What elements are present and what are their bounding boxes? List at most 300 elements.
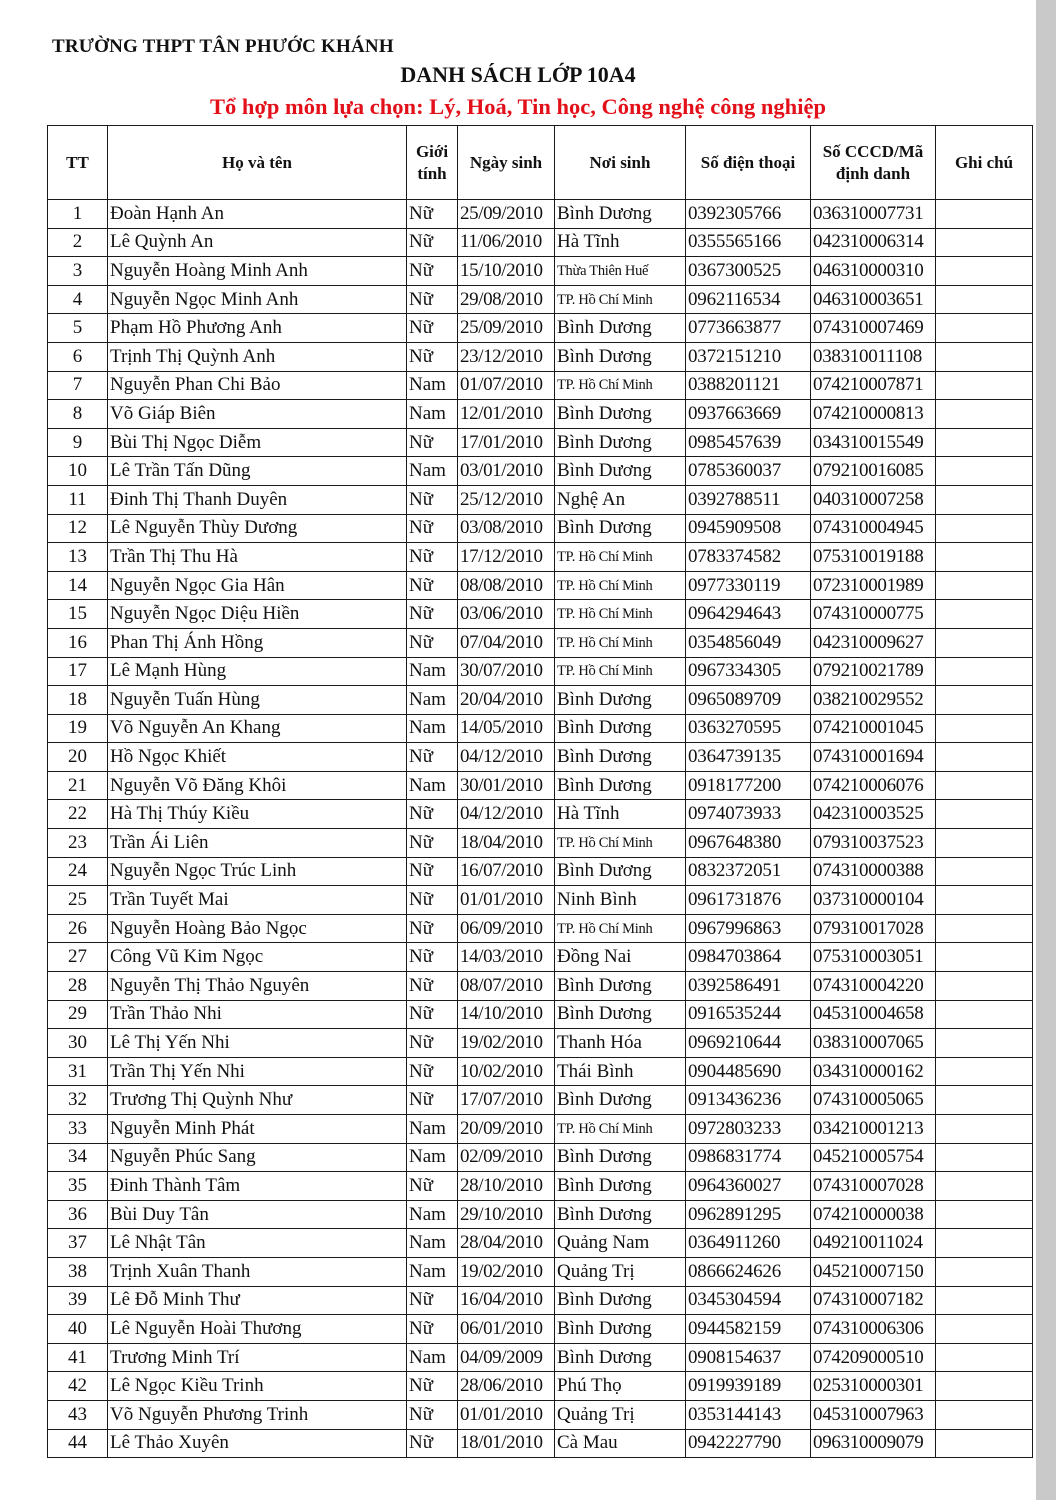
table-row [48, 342, 1033, 371]
gender: Nữ [407, 285, 458, 314]
student-name: Bùi Duy Tân [108, 1200, 407, 1229]
row-number: 21 [48, 771, 108, 800]
birth-date: 04/12/2010 [458, 743, 555, 772]
table-row [48, 371, 1033, 400]
table-row [48, 228, 1033, 257]
student-name: Trần Thị Yến Nhi [108, 1057, 407, 1086]
citizen-id: 038310007065 [811, 1029, 936, 1058]
citizen-id: 034210001213 [811, 1115, 936, 1144]
note [936, 257, 1033, 286]
note [936, 628, 1033, 657]
citizen-id: 096310009079 [811, 1429, 936, 1458]
birth-date: 03/01/2010 [458, 457, 555, 486]
gender: Nữ [407, 800, 458, 829]
row-number: 43 [48, 1400, 108, 1429]
gender: Nữ [407, 571, 458, 600]
note [936, 457, 1033, 486]
citizen-id: 045210007150 [811, 1257, 936, 1286]
table-row [48, 400, 1033, 429]
student-name: Võ Nguyễn An Khang [108, 714, 407, 743]
citizen-id: 045310004658 [811, 1000, 936, 1029]
note [936, 743, 1033, 772]
phone-number: 0363270595 [686, 714, 811, 743]
birth-place: Cà Mau [555, 1429, 686, 1458]
citizen-id: 074310007028 [811, 1172, 936, 1201]
birth-place: TP. Hồ Chí Minh [555, 600, 686, 629]
header-sex [407, 126, 458, 200]
student-name: Đoàn Hạnh An [108, 200, 407, 229]
birth-place: Bình Dương [555, 1086, 686, 1115]
citizen-id: 079210016085 [811, 457, 936, 486]
note [936, 1343, 1033, 1372]
gender: Nữ [407, 1057, 458, 1086]
phone-number: 0785360037 [686, 457, 811, 486]
gender: Nam [407, 457, 458, 486]
gender: Nữ [407, 1000, 458, 1029]
birth-place: Bình Dương [555, 1172, 686, 1201]
birth-place: Hà Tĩnh [555, 228, 686, 257]
birth-date: 20/09/2010 [458, 1115, 555, 1144]
birth-date: 16/07/2010 [458, 857, 555, 886]
student-name: Trịnh Xuân Thanh [108, 1257, 407, 1286]
phone-number: 0354856049 [686, 628, 811, 657]
table-row [48, 514, 1033, 543]
table-row [48, 628, 1033, 657]
birth-place: Quảng Nam [555, 1229, 686, 1258]
table-row [48, 686, 1033, 715]
header-sex-line2: tính [417, 163, 447, 183]
student-name: Trương Thị Quỳnh Như [108, 1086, 407, 1115]
gender: Nữ [407, 314, 458, 343]
citizen-id: 042310003525 [811, 800, 936, 829]
row-number: 17 [48, 657, 108, 686]
birth-date: 18/01/2010 [458, 1429, 555, 1458]
gender: Nam [407, 771, 458, 800]
citizen-id: 040310007258 [811, 485, 936, 514]
table-row [48, 943, 1033, 972]
row-number: 22 [48, 800, 108, 829]
birth-place: TP. Hồ Chí Minh [555, 571, 686, 600]
birth-place: TP. Hồ Chí Minh [555, 628, 686, 657]
citizen-id: 074209000510 [811, 1343, 936, 1372]
gender: Nữ [407, 1172, 458, 1201]
table-row [48, 1029, 1033, 1058]
table-row [48, 571, 1033, 600]
gender: Nữ [407, 857, 458, 886]
birth-place: Bình Dương [555, 457, 686, 486]
citizen-id: 074210006076 [811, 771, 936, 800]
birth-date: 01/01/2010 [458, 1400, 555, 1429]
birth-date: 03/08/2010 [458, 514, 555, 543]
table-row [48, 829, 1033, 858]
row-number: 39 [48, 1286, 108, 1315]
note [936, 1372, 1033, 1401]
birth-date: 28/06/2010 [458, 1372, 555, 1401]
birth-date: 03/06/2010 [458, 600, 555, 629]
row-number: 37 [48, 1229, 108, 1258]
birth-date: 17/01/2010 [458, 428, 555, 457]
row-number: 24 [48, 857, 108, 886]
note [936, 200, 1033, 229]
row-number: 28 [48, 972, 108, 1001]
phone-number: 0964360027 [686, 1172, 811, 1201]
note [936, 543, 1033, 572]
birth-place: TP. Hồ Chí Minh [555, 914, 686, 943]
birth-place: Bình Dương [555, 857, 686, 886]
phone-number: 0984703864 [686, 943, 811, 972]
citizen-id: 042310006314 [811, 228, 936, 257]
note [936, 800, 1033, 829]
row-number: 7 [48, 371, 108, 400]
student-name: Nguyễn Ngọc Minh Anh [108, 285, 407, 314]
citizen-id: 079210021789 [811, 657, 936, 686]
phone-number: 0773663877 [686, 314, 811, 343]
phone-number: 0353144143 [686, 1400, 811, 1429]
table-row [48, 1000, 1033, 1029]
table-row [48, 485, 1033, 514]
gender: Nữ [407, 1286, 458, 1315]
row-number: 42 [48, 1372, 108, 1401]
birth-place: Hà Tĩnh [555, 800, 686, 829]
birth-date: 04/09/2009 [458, 1343, 555, 1372]
phone-number: 0985457639 [686, 428, 811, 457]
student-name: Nguyễn Võ Đăng Khôi [108, 771, 407, 800]
birth-place: Bình Dương [555, 1000, 686, 1029]
citizen-id: 074310007182 [811, 1286, 936, 1315]
table-row [48, 428, 1033, 457]
phone-number: 0967648380 [686, 829, 811, 858]
birth-place: TP. Hồ Chí Minh [555, 1115, 686, 1144]
gender: Nữ [407, 342, 458, 371]
note [936, 714, 1033, 743]
note [936, 228, 1033, 257]
gender: Nam [407, 1229, 458, 1258]
row-number: 41 [48, 1343, 108, 1372]
phone-number: 0364739135 [686, 743, 811, 772]
gender: Nam [407, 657, 458, 686]
citizen-id: 074310004945 [811, 514, 936, 543]
birth-date: 30/01/2010 [458, 771, 555, 800]
table-row [48, 972, 1033, 1001]
note [936, 1286, 1033, 1315]
birth-date: 04/12/2010 [458, 800, 555, 829]
birth-date: 12/01/2010 [458, 400, 555, 429]
birth-date: 11/06/2010 [458, 228, 555, 257]
note [936, 914, 1033, 943]
citizen-id: 075310019188 [811, 543, 936, 572]
note [936, 943, 1033, 972]
gender: Nữ [407, 1400, 458, 1429]
citizen-id: 074310007469 [811, 314, 936, 343]
birth-date: 02/09/2010 [458, 1143, 555, 1172]
student-name: Võ Nguyễn Phương Trinh [108, 1400, 407, 1429]
birth-place: Bình Dương [555, 1200, 686, 1229]
table-row [48, 1229, 1033, 1258]
table-row [48, 714, 1033, 743]
birth-place: Bình Dương [555, 714, 686, 743]
header-row [48, 126, 1033, 200]
citizen-id: 036310007731 [811, 200, 936, 229]
row-number: 12 [48, 514, 108, 543]
school-name: TRƯỜNG THPT TÂN PHƯỚC KHÁNH [52, 36, 394, 57]
birth-place: Bình Dương [555, 1315, 686, 1344]
student-name: Lê Trần Tấn Dũng [108, 457, 407, 486]
citizen-id: 074310006306 [811, 1315, 936, 1344]
phone-number: 0783374582 [686, 543, 811, 572]
gender: Nữ [407, 943, 458, 972]
table-row [48, 1372, 1033, 1401]
note [936, 857, 1033, 886]
gender: Nam [407, 1257, 458, 1286]
note [936, 1115, 1033, 1144]
gender: Nữ [407, 972, 458, 1001]
note [936, 686, 1033, 715]
note [936, 1257, 1033, 1286]
row-number: 38 [48, 1257, 108, 1286]
birth-date: 06/01/2010 [458, 1315, 555, 1344]
gender: Nam [407, 1343, 458, 1372]
table-row [48, 771, 1033, 800]
birth-date: 14/03/2010 [458, 943, 555, 972]
header-place: Nơi sinh [555, 126, 686, 200]
phone-number: 0962116534 [686, 285, 811, 314]
citizen-id: 038210029552 [811, 686, 936, 715]
birth-date: 15/10/2010 [458, 257, 555, 286]
birth-place: Thái Bình [555, 1057, 686, 1086]
row-number: 16 [48, 628, 108, 657]
note [936, 600, 1033, 629]
birth-date: 16/04/2010 [458, 1286, 555, 1315]
student-name: Hà Thị Thúy Kiều [108, 800, 407, 829]
birth-date: 08/08/2010 [458, 571, 555, 600]
table-row [48, 200, 1033, 229]
table-row [48, 1257, 1033, 1286]
birth-place: Bình Dương [555, 771, 686, 800]
student-name: Trần Thảo Nhi [108, 1000, 407, 1029]
row-number: 33 [48, 1115, 108, 1144]
table-row [48, 257, 1033, 286]
phone-number: 0965089709 [686, 686, 811, 715]
gender: Nữ [407, 914, 458, 943]
table-row [48, 886, 1033, 915]
gender: Nam [407, 1143, 458, 1172]
gender: Nam [407, 714, 458, 743]
table-row [48, 543, 1033, 572]
birth-date: 08/07/2010 [458, 972, 555, 1001]
note [936, 886, 1033, 915]
student-name: Trần Ái Liên [108, 829, 407, 858]
phone-number: 0345304594 [686, 1286, 811, 1315]
header-id-line2: định danh [835, 163, 911, 183]
phone-number: 0392788511 [686, 485, 811, 514]
table-row [48, 314, 1033, 343]
birth-place: Thanh Hóa [555, 1029, 686, 1058]
header-phone: Số điện thoại [686, 126, 811, 200]
student-name: Nguyễn Phan Chi Bảo [108, 371, 407, 400]
row-number: 9 [48, 428, 108, 457]
citizen-id: 038310011108 [811, 342, 936, 371]
note [936, 571, 1033, 600]
table-row [48, 1429, 1033, 1458]
student-name: Nguyễn Hoàng Minh Anh [108, 257, 407, 286]
row-number: 34 [48, 1143, 108, 1172]
birth-date: 07/04/2010 [458, 628, 555, 657]
student-name: Nguyễn Ngọc Trúc Linh [108, 857, 407, 886]
phone-number: 0832372051 [686, 857, 811, 886]
citizen-id: 074310005065 [811, 1086, 936, 1115]
citizen-id: 034310000162 [811, 1057, 936, 1086]
phone-number: 0964294643 [686, 600, 811, 629]
row-number: 3 [48, 257, 108, 286]
header-note: Ghi chú [936, 126, 1033, 200]
note [936, 1086, 1033, 1115]
student-name: Lê Mạnh Hùng [108, 657, 407, 686]
note [936, 514, 1033, 543]
citizen-id: 042310009627 [811, 628, 936, 657]
gender: Nữ [407, 743, 458, 772]
note [936, 342, 1033, 371]
note [936, 972, 1033, 1001]
student-name: Trần Thị Thu Hà [108, 543, 407, 572]
note [936, 771, 1033, 800]
birth-place: TP. Hồ Chí Minh [555, 543, 686, 572]
student-name: Trương Minh Trí [108, 1343, 407, 1372]
phone-number: 0937663669 [686, 400, 811, 429]
note [936, 1429, 1033, 1458]
table-row [48, 800, 1033, 829]
table-row [48, 657, 1033, 686]
birth-date: 25/09/2010 [458, 314, 555, 343]
table-row [48, 857, 1033, 886]
student-name: Lê Đỗ Minh Thư [108, 1286, 407, 1315]
citizen-id: 072310001989 [811, 571, 936, 600]
citizen-id: 074310000388 [811, 857, 936, 886]
student-name: Lê Thảo Xuyên [108, 1429, 407, 1458]
citizen-id: 025310000301 [811, 1372, 936, 1401]
birth-place: Bình Dương [555, 428, 686, 457]
gender: Nữ [407, 1086, 458, 1115]
row-number: 14 [48, 571, 108, 600]
birth-date: 19/02/2010 [458, 1029, 555, 1058]
note [936, 485, 1033, 514]
birth-date: 25/12/2010 [458, 485, 555, 514]
phone-number: 0908154637 [686, 1343, 811, 1372]
phone-number: 0916535244 [686, 1000, 811, 1029]
birth-date: 25/09/2010 [458, 200, 555, 229]
gender: Nữ [407, 200, 458, 229]
phone-number: 0972803233 [686, 1115, 811, 1144]
table-row [48, 285, 1033, 314]
phone-number: 0919939189 [686, 1372, 811, 1401]
student-name: Hồ Ngọc Khiết [108, 743, 407, 772]
gender: Nữ [407, 600, 458, 629]
header-dob: Ngày sinh [458, 126, 555, 200]
student-name: Lê Ngọc Kiều Trinh [108, 1372, 407, 1401]
student-name: Trần Tuyết Mai [108, 886, 407, 915]
birth-place: Bình Dương [555, 514, 686, 543]
birth-date: 06/09/2010 [458, 914, 555, 943]
table-row [48, 1286, 1033, 1315]
note [936, 657, 1033, 686]
phone-number: 0945909508 [686, 514, 811, 543]
row-number: 35 [48, 1172, 108, 1201]
citizen-id: 079310037523 [811, 829, 936, 858]
header-id-line1: Số CCCD/Mã [822, 141, 924, 161]
birth-date: 01/01/2010 [458, 886, 555, 915]
phone-number: 0913436236 [686, 1086, 811, 1115]
birth-date: 18/04/2010 [458, 829, 555, 858]
row-number: 30 [48, 1029, 108, 1058]
phone-number: 0942227790 [686, 1429, 811, 1458]
table-row [48, 743, 1033, 772]
note [936, 1400, 1033, 1429]
birth-place: Bình Dương [555, 200, 686, 229]
phone-number: 0367300525 [686, 257, 811, 286]
citizen-id: 074210001045 [811, 714, 936, 743]
phone-number: 0967334305 [686, 657, 811, 686]
gender: Nữ [407, 257, 458, 286]
citizen-id: 046310003651 [811, 285, 936, 314]
note [936, 1315, 1033, 1344]
citizen-id: 046310000310 [811, 257, 936, 286]
table-row [48, 1057, 1033, 1086]
header-sex-line1: Giới [415, 141, 449, 161]
note [936, 400, 1033, 429]
student-name: Công Vũ Kim Ngọc [108, 943, 407, 972]
birth-place: TP. Hồ Chí Minh [555, 371, 686, 400]
row-number: 8 [48, 400, 108, 429]
birth-date: 23/12/2010 [458, 342, 555, 371]
birth-date: 14/10/2010 [458, 1000, 555, 1029]
row-number: 19 [48, 714, 108, 743]
birth-place: Bình Dương [555, 972, 686, 1001]
student-name: Nguyễn Ngọc Gia Hân [108, 571, 407, 600]
gender: Nữ [407, 1029, 458, 1058]
phone-number: 0944582159 [686, 1315, 811, 1344]
birth-place: Quảng Trị [555, 1400, 686, 1429]
birth-place: Thừa Thiên Huế [555, 257, 686, 286]
phone-number: 0974073933 [686, 800, 811, 829]
note [936, 314, 1033, 343]
row-number: 26 [48, 914, 108, 943]
phone-number: 0372151210 [686, 342, 811, 371]
note [936, 1229, 1033, 1258]
note [936, 1172, 1033, 1201]
gender: Nam [407, 1200, 458, 1229]
birth-date: 28/04/2010 [458, 1229, 555, 1258]
student-name: Đinh Thị Thanh Duyên [108, 485, 407, 514]
student-name: Lê Quỳnh An [108, 228, 407, 257]
phone-number: 0866624626 [686, 1257, 811, 1286]
phone-number: 0392586491 [686, 972, 811, 1001]
citizen-id: 049210011024 [811, 1229, 936, 1258]
table-row [48, 914, 1033, 943]
birth-place: Nghệ An [555, 485, 686, 514]
note [936, 285, 1033, 314]
student-name: Nguyễn Tuấn Hùng [108, 686, 407, 715]
note [936, 428, 1033, 457]
birth-date: 10/02/2010 [458, 1057, 555, 1086]
citizen-id: 074210000813 [811, 400, 936, 429]
gender: Nam [407, 371, 458, 400]
table-row [48, 1343, 1033, 1372]
birth-place: Bình Dương [555, 342, 686, 371]
citizen-id: 079310017028 [811, 914, 936, 943]
birth-date: 19/02/2010 [458, 1257, 555, 1286]
table-row [48, 1172, 1033, 1201]
birth-date: 14/05/2010 [458, 714, 555, 743]
gender: Nam [407, 1115, 458, 1144]
